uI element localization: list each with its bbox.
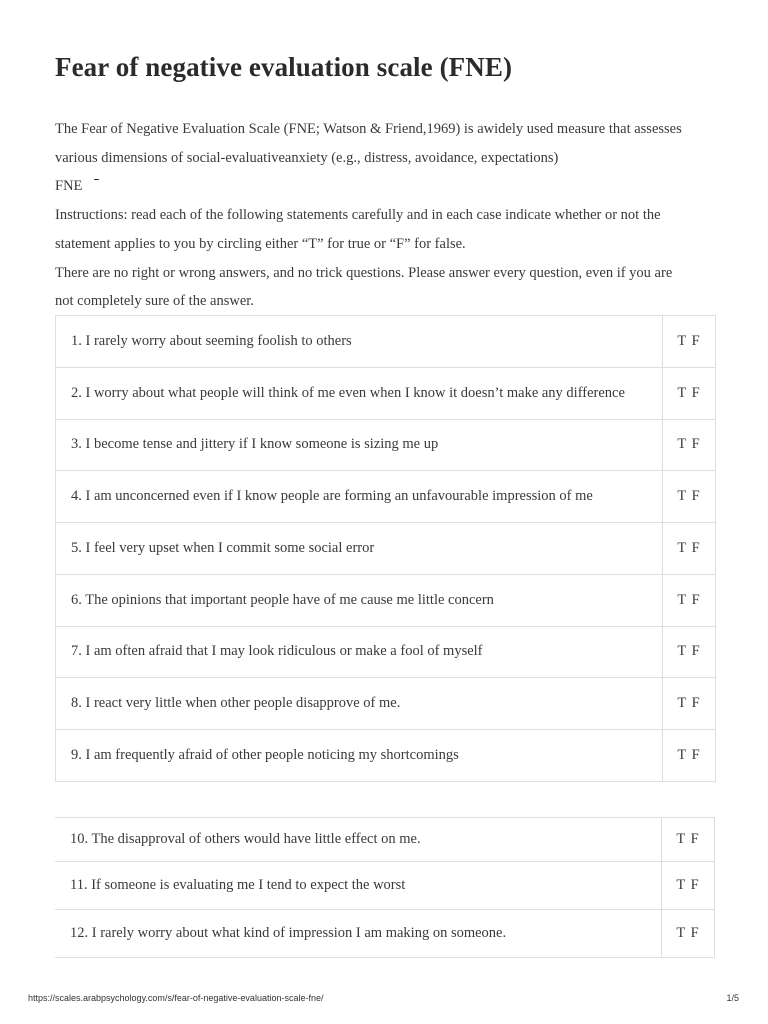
table-row: [56, 471, 716, 523]
table-row: [56, 420, 716, 472]
intro-text: [55, 115, 725, 316]
true-false-cell[interactable]: T F: [663, 523, 716, 574]
true-false-cell[interactable]: T F: [663, 316, 716, 367]
true-false-cell[interactable]: T F: [663, 575, 716, 626]
statement-cell: 10. The disapproval of others would have little effect on me.: [55, 818, 662, 861]
instructions-line: not completely sure of the answer.: [55, 293, 254, 310]
intro-line: The Fear of Negative Evaluation Scale (FNE; Watson & Friend,1969) is awidely used measure that assesses: [55, 121, 682, 137]
intro-line: [55, 172, 725, 201]
table-row: [55, 818, 715, 862]
statement-cell: 2. I worry about what people will think of me even when I know it doesn’t make any difference: [56, 368, 663, 419]
table-row: [56, 678, 716, 730]
statement-cell: 8. I react very little when other people disapprove of me.: [56, 678, 663, 729]
page-number: 1/5: [726, 993, 739, 1003]
questions-table-1: [55, 315, 716, 782]
table-row: [55, 862, 715, 910]
table-row: [55, 910, 715, 958]
true-false-cell[interactable]: T F: [663, 627, 716, 678]
footer-url[interactable]: https://scales.arabpsychology.com/s/fear-of-negative-evaluation-scale-fne/: [28, 993, 324, 1003]
instructions-line: statement applies to you by circling either “T” for true or “F” for false.: [55, 235, 466, 252]
statement-cell: 1. I rarely worry about seeming foolish to others: [56, 316, 663, 367]
statement-cell: 3. I become tense and jittery if I know someone is sizing me up: [56, 420, 663, 471]
true-false-cell[interactable]: T F: [662, 818, 715, 861]
statement-cell: 7. I am often afraid that I may look ridiculous or make a fool of myself: [56, 627, 663, 678]
true-false-cell[interactable]: T F: [663, 678, 716, 729]
statement-cell: 9. I am frequently afraid of other people noticing my shortcomings: [56, 730, 663, 781]
true-false-cell[interactable]: T F: [663, 471, 716, 522]
true-false-cell[interactable]: T F: [663, 420, 716, 471]
instructions-line: Instructions: read each of the following statements carefully and in each case indicate whether or not the: [55, 207, 661, 224]
page-title: Fear of negative evaluation scale (FNE): [55, 52, 513, 82]
statement-cell: 5. I feel very upset when I commit some social error: [56, 523, 663, 574]
instructions-line: There are no right or wrong answers, and no trick questions. Please answer every question, even if you are: [55, 264, 673, 281]
table-row: [56, 575, 716, 627]
statement-cell: 11. If someone is evaluating me I tend to expect the worst: [55, 862, 662, 909]
statement-cell: 6. The opinions that important people have of me cause me little concern: [56, 575, 663, 626]
table-row: [56, 523, 716, 575]
questions-table-2: [55, 817, 715, 958]
dash-mark: [94, 179, 99, 180]
statement-cell: 12. I rarely worry about what kind of impression I am making on someone.: [55, 910, 662, 957]
table-row: [56, 368, 716, 420]
fne-label: FNE: [55, 178, 83, 195]
true-false-cell[interactable]: T F: [662, 862, 715, 909]
true-false-cell[interactable]: T F: [662, 910, 715, 957]
true-false-cell[interactable]: T F: [663, 368, 716, 419]
table-row: [56, 316, 716, 368]
table-row: [56, 627, 716, 679]
statement-cell: 4. I am unconcerned even if I know people are forming an unfavourable impression of me: [56, 471, 663, 522]
table-row: [56, 730, 716, 782]
intro-line: various dimensions of social-evaluativeanxiety (e.g., distress, avoidance, expectations): [55, 149, 559, 166]
true-false-cell[interactable]: T F: [663, 730, 716, 781]
